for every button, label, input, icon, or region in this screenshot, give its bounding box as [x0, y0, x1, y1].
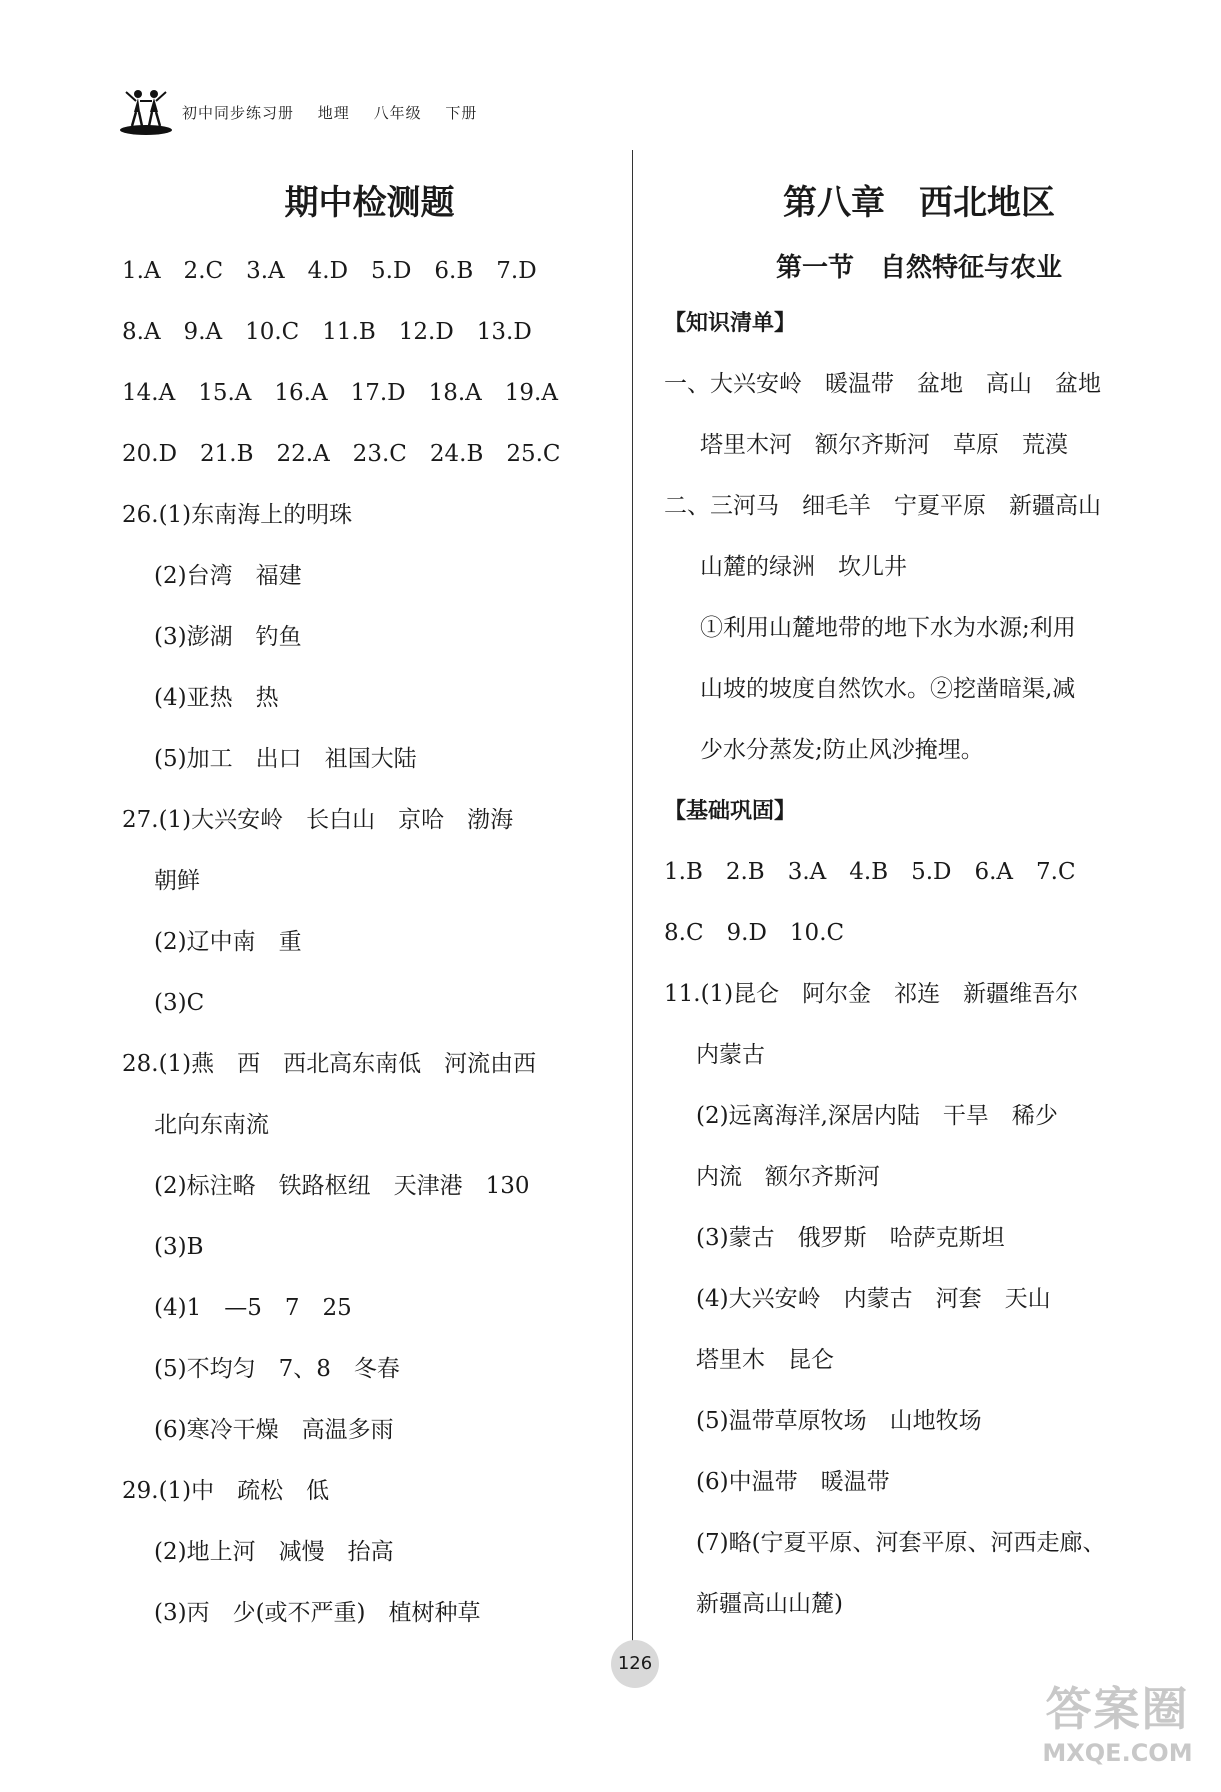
answer-line: 26.(1)东南海上的明珠: [122, 502, 353, 528]
knowledge-heading: 【知识清单】: [664, 311, 797, 336]
answer-line: 20.D 21.B 22.A 23.C 24.B 25.C: [122, 441, 561, 467]
answer-line: 北向东南流: [154, 1112, 269, 1138]
watermark: [1030, 1680, 1205, 1785]
answer-line: (4)1 —5 7 25: [154, 1295, 352, 1321]
answer-line: (3)C: [154, 990, 205, 1016]
answer-line: 塔里木河 额尔齐斯河 草原 荒漠: [700, 432, 1068, 458]
left-title: 期中检测题: [284, 183, 455, 223]
header-volume: 下册: [445, 104, 478, 122]
answer-line: 11.(1)昆仑 阿尔金 祁连 新疆维吾尔: [664, 981, 1079, 1007]
answer-line: (7)略(宁夏平原、河套平原、河西走廊、: [696, 1530, 1106, 1556]
basic-list: [664, 842, 1174, 1635]
answer-line: 二、三河马 细毛羊 宁夏平原 新疆高山: [664, 493, 1101, 519]
answer-line: 28.(1)燕 西 西北高东南低 河流由西: [122, 1051, 537, 1077]
answer-line: 27.(1)大兴安岭 长白山 京哈 渤海: [122, 807, 514, 833]
header-book-title: 初中同步练习册: [182, 104, 295, 122]
answer-line: 8.C 9.D 10.C: [664, 920, 845, 946]
watermark-text: 答案圈: [1045, 1682, 1190, 1736]
header-grade: 八年级: [373, 104, 422, 122]
answer-line: 塔里木 昆仑: [696, 1347, 834, 1373]
answer-line: (3)B: [154, 1234, 204, 1260]
answer-line: (3)丙 少(或不严重) 植树种草: [154, 1600, 481, 1626]
answer-line: 内蒙古: [696, 1042, 765, 1068]
header-subject: 地理: [317, 104, 350, 122]
answer-line: (4)亚热 热: [154, 685, 279, 711]
answer-line: (5)不均匀 7、8 冬春: [154, 1356, 400, 1382]
answer-line: (4)大兴安岭 内蒙古 河套 天山: [696, 1286, 1051, 1312]
column-divider: [632, 150, 633, 1665]
header-text: [182, 102, 495, 123]
answer-line: (5)加工 出口 祖国大陆: [154, 746, 417, 772]
answer-line: 内流 额尔齐斯河: [696, 1164, 880, 1190]
page-number: 126: [611, 1640, 659, 1688]
answer-line: (2)地上河 减慢 抬高: [154, 1539, 394, 1565]
answer-line: 一、大兴安岭 暖温带 盆地 高山 盆地: [664, 371, 1101, 397]
answer-line: (6)中温带 暖温带: [696, 1469, 890, 1495]
answer-line: (5)温带草原牧场 山地牧场: [696, 1408, 982, 1434]
answer-line: 新疆高山山麓): [696, 1591, 843, 1617]
answer-line: 朝鲜: [154, 868, 200, 894]
answer-line: ①利用山麓地带的地下水为水源;利用: [700, 615, 1076, 641]
answer-line: 29.(1)中 疏松 低: [122, 1478, 330, 1504]
answer-line: (2)标注略 铁路枢纽 天津港 130: [154, 1173, 530, 1199]
chapter-title: 第八章 西北地区: [783, 183, 1055, 223]
answer-line: 1.B 2.B 3.A 4.B 5.D 6.A 7.C: [664, 859, 1076, 885]
answer-line: 8.A 9.A 10.C 11.B 12.D 13.D: [122, 319, 532, 345]
answer-line: (3)蒙古 俄罗斯 哈萨克斯坦: [696, 1225, 1005, 1251]
watermark-url: MXQE.COM: [1042, 1739, 1193, 1767]
answer-line: (2)台湾 福建: [154, 563, 302, 589]
answer-line: (2)远离海洋,深居内陆 干旱 稀少: [696, 1103, 1058, 1129]
knowledge-list: [664, 354, 1174, 781]
answer-line: 少水分蒸发;防止风沙掩埋。: [700, 737, 984, 763]
page-header: [118, 86, 538, 136]
logo-dancers-icon: [118, 86, 174, 136]
answer-line: (3)澎湖 钓鱼: [154, 624, 302, 650]
answer-line: 1.A 2.C 3.A 4.D 5.D 6.B 7.D: [122, 258, 537, 284]
answer-line: 山麓的绿洲 坎儿井: [700, 554, 907, 580]
right-column: [664, 175, 1174, 1635]
answer-line: (2)辽中南 重: [154, 929, 302, 955]
section-title: 第一节 自然特征与农业: [775, 253, 1062, 283]
answer-line: 山坡的坡度自然饮水。②挖凿暗渠,减: [700, 676, 1076, 702]
left-answer-list: [122, 241, 617, 1644]
left-column: [122, 175, 617, 1644]
answer-line: (6)寒冷干燥 高温多雨: [154, 1417, 394, 1443]
basic-heading: 【基础巩固】: [664, 799, 797, 824]
answer-line: 14.A 15.A 16.A 17.D 18.A 19.A: [122, 380, 558, 406]
